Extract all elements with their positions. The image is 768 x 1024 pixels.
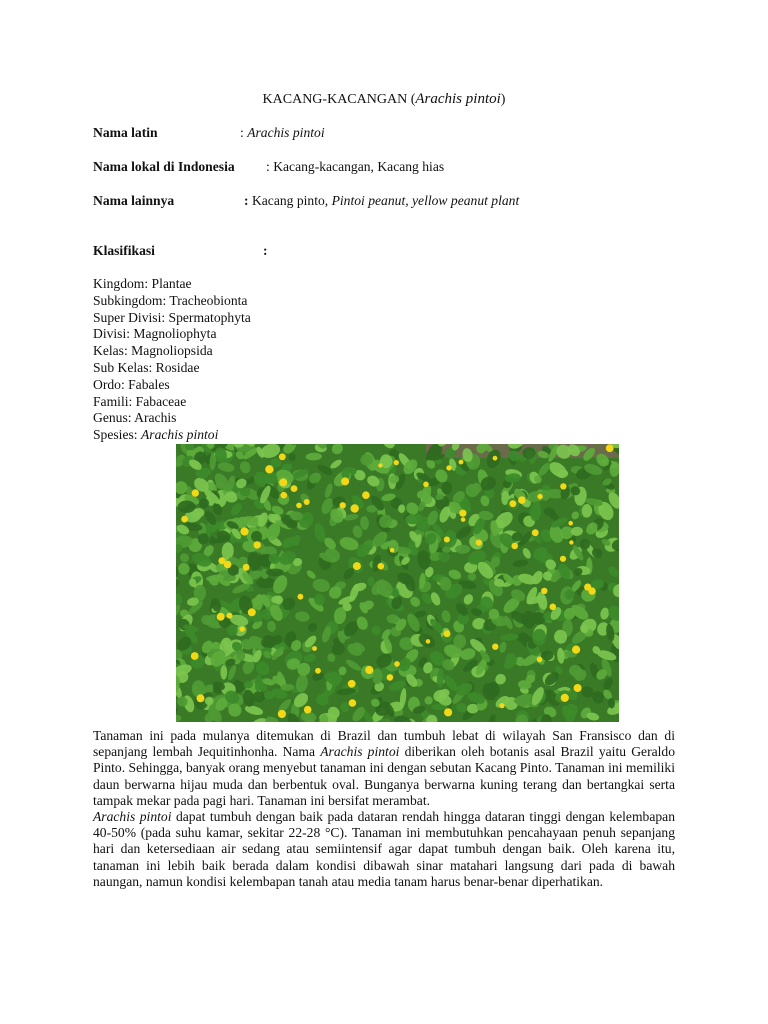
paragraph-1-c: diberikan oleh botanis asal Brazil yaitu Geraldo Pinto. Sehingga, banyak orang menyebut tanaman ini dengan sebutan Kacang Pinto. Tanaman ini memiliki daun berwarna hijau muda dan berbentuk oval. Bunganya berwarna kuning terang dan bertangkai serta tampak mekar pada pagi hari. Tanaman ini bersifat merambat.: [93, 744, 675, 808]
class-subkingdom: Subkingdom: Tracheobionta: [93, 292, 248, 308]
paragraph-1: [93, 728, 675, 809]
field-local-label: Nama lokal di Indonesia: [93, 159, 235, 174]
class-spesies: [93, 427, 251, 444]
field-other-sep: :: [244, 193, 252, 208]
title-text: KACANG-KACANGAN (: [262, 92, 416, 107]
field-other-value: [244, 192, 519, 209]
field-other-label: Nama lainnya: [93, 193, 175, 208]
class-genus: Genus: Arachis: [93, 410, 177, 426]
field-other-plain: Kacang pinto,: [251, 193, 332, 208]
classification-list: [93, 276, 251, 444]
class-ordo: Ordo: Fabales: [93, 376, 170, 392]
description-text: [93, 728, 675, 890]
class-divisi: Divisi: Magnoliophyta: [93, 326, 217, 342]
class-kingdom: Kingdom: Plantae: [93, 276, 192, 291]
class-spesies-label: Spesies:: [93, 427, 141, 443]
field-latin-label: Nama latin: [93, 125, 158, 140]
field-latin-text: Arachis pintoi: [247, 125, 325, 140]
klasifikasi-sep: :: [263, 243, 268, 258]
paragraph-2-b: dapat tumbuh dengan baik pada dataran rendah hingga dataran tinggi dengan kelembapan 40-50% (pada suhu kamar, sekitar 22-28 °C). Tanaman ini membutuhkan pencahayaan penuh sepanjang hari dan ketersediaan air sedang atau semiintensif agar dapat tumbuh dengan baik. Oleh karena itu, tanaman ini lebih baik berada dalam kondisi dibawah sinar matahari langsung dari pada di bawah naungan, namun kondisi kelembapan tanah atau media tanam harus benar-benar diperhatikan.: [93, 809, 675, 889]
class-superdivisi: Super Divisi: Spermatophyta: [93, 309, 251, 325]
field-other-italic: Pintoi peanut, yellow peanut plant: [331, 193, 520, 208]
class-famili: Famili: Fabaceae: [93, 393, 187, 409]
title-species: Arachis pintoi: [415, 91, 501, 107]
field-local-text: Kacang-kacangan, Kacang hias: [273, 159, 445, 174]
field-latin-sep: :: [240, 125, 248, 140]
class-spesies-value: Arachis pintoi: [140, 427, 219, 443]
paragraph-2-species: Arachis pintoi: [93, 809, 172, 825]
paragraph-1-species: Arachis pintoi: [320, 744, 400, 760]
field-latin-value: [240, 124, 325, 141]
paragraph-2: [93, 809, 675, 890]
klasifikasi-label: Klasifikasi: [93, 243, 155, 258]
groundcover-photo-icon: [176, 444, 619, 722]
document-title: [0, 91, 768, 108]
arachis-pintoi-photo: [176, 444, 619, 722]
class-kelas: Kelas: Magnoliopsida: [93, 343, 213, 359]
class-subkelas: Sub Kelas: Rosidae: [93, 359, 200, 375]
title-close: ): [500, 92, 506, 107]
field-local-value: [266, 158, 444, 175]
paragraph-1-a: Tanaman ini pada mulanya ditemukan di Brazil dan tumbuh lebat di wilayah San Fransisco dan di sepanjang lembah Jequitinhonha. Nama: [93, 728, 675, 760]
field-local-sep: :: [266, 159, 274, 174]
